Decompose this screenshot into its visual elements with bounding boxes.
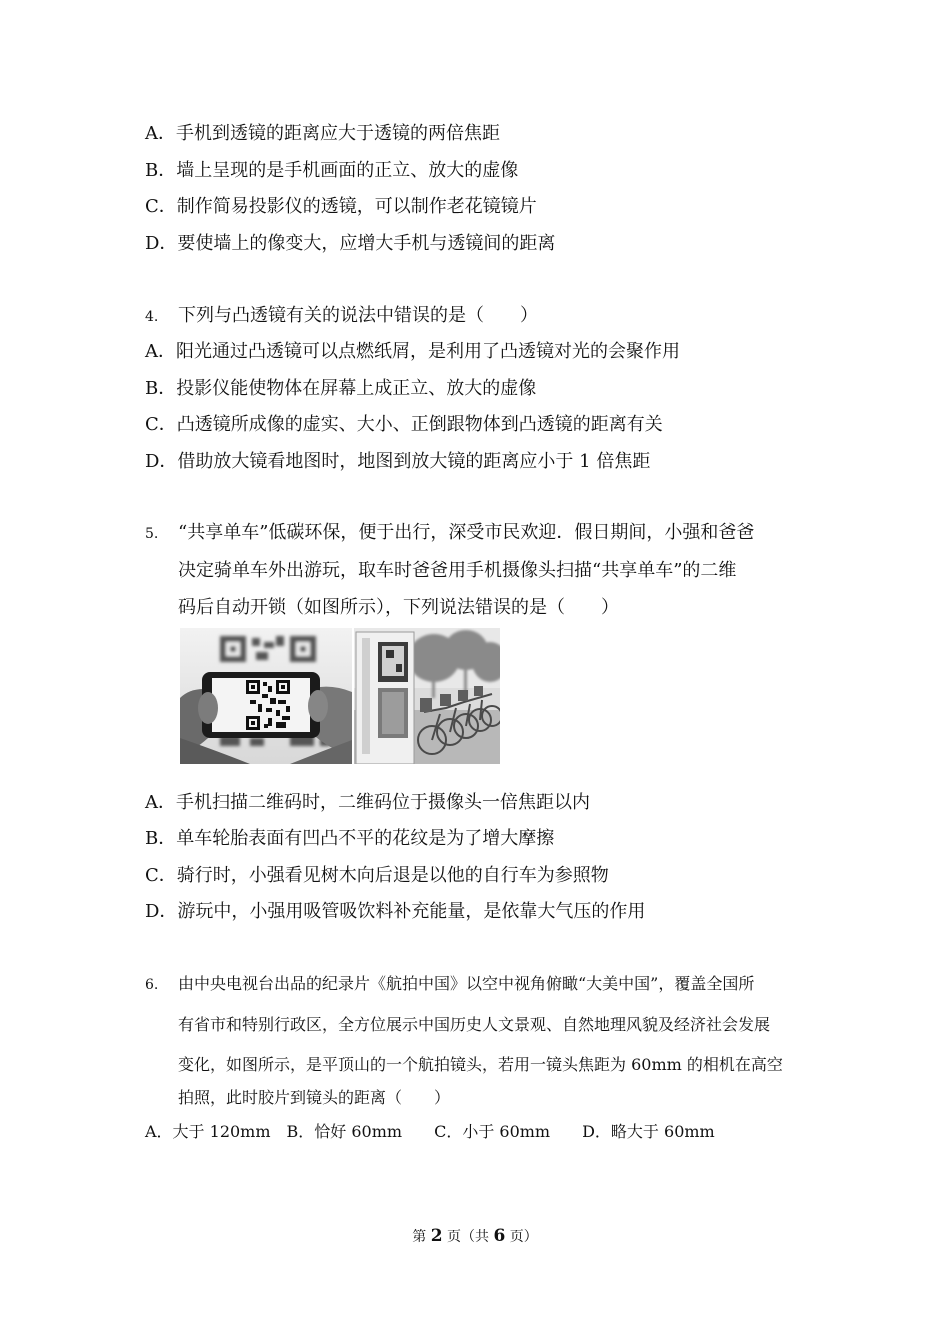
q5-number: 5.	[145, 526, 159, 542]
footer-page-number: 2	[430, 1226, 443, 1246]
q4-option-a: A．阳光通过凸透镜可以点燃纸屑，是利用了凸透镜对光的会聚作用	[145, 341, 680, 362]
q4-number: 4.	[145, 309, 159, 325]
q5-option-a: A．手机扫描二维码时，二维码位于摄像头一倍焦距以内	[145, 792, 590, 813]
footer-total-pages: 6	[493, 1226, 506, 1246]
q6-stem-line3: 变化，如图所示，是平顶山的一个航拍镜头，若用一镜头焦距为 60mm 的相机在高空	[178, 1055, 783, 1074]
q4-option-d: D．借助放大镜看地图时，地图到放大镜的距离应小于 1 倍焦距	[145, 451, 651, 472]
q4-option-c: C．凸透镜所成像的虚实、大小、正倒跟物体到凸透镜的距离有关	[145, 414, 663, 435]
page-footer	[0, 1226, 950, 1247]
q4-option-b: B．投影仪能使物体在屏幕上成正立、放大的虚像	[145, 378, 537, 399]
q5-option-d: D．游玩中，小强用吸管吸饮料补充能量，是依靠大气压的作用	[145, 901, 646, 922]
q6-stem-line1: 由中央电视台出品的纪录片《航拍中国》以空中视角俯瞰“大美中国”，覆盖全国所	[178, 974, 755, 993]
footer-suffix: 页）	[509, 1229, 538, 1245]
q4-stem: 下列与凸透镜有关的说法中错误的是（ ）	[178, 305, 538, 326]
q3-option-a: A．手机到透镜的距离应大于透镜的两倍焦距	[145, 123, 500, 144]
q5-stem-line2: 决定骑单车外出游玩，取车时爸爸用手机摄像头扫描“共享单车”的二维	[178, 560, 737, 581]
q5-stem-line3: 码后自动开锁（如图所示），下列说法错误的是（ ）	[178, 597, 619, 618]
q5-stem-line1: “共享单车”低碳环保，便于出行，深受市民欢迎．假日期间，小强和爸爸	[178, 522, 755, 543]
q6-stem-line2: 有省市和特别行政区，全方位展示中国历史人文景观、自然地理风貌及经济社会发展	[178, 1015, 771, 1034]
q3-option-d: D．要使墙上的像变大，应增大手机与透镜间的距离	[145, 233, 556, 254]
phone-scan-qr-photo	[180, 628, 352, 764]
q5-option-c: C．骑行时，小强看见树木向后退是以他的自行车为参照物	[145, 865, 609, 886]
bike-dock-photo	[354, 628, 500, 764]
footer-middle: 页（共	[447, 1229, 489, 1245]
q6-number: 6.	[145, 977, 159, 993]
footer-prefix: 第	[412, 1229, 427, 1245]
q6-options: A．大于 120mm B．恰好 60mm C．小于 60mm D．略大于 60mm	[145, 1122, 715, 1141]
q6-stem-line4: 拍照，此时胶片到镜头的距离（ ）	[178, 1088, 451, 1107]
q3-option-b: B．墙上呈现的是手机画面的正立、放大的虚像	[145, 160, 519, 181]
q5-option-b: B．单车轮胎表面有凹凸不平的花纹是为了增大摩擦	[145, 828, 555, 849]
q3-option-c: C．制作简易投影仪的透镜，可以制作老花镜镜片	[145, 196, 537, 217]
